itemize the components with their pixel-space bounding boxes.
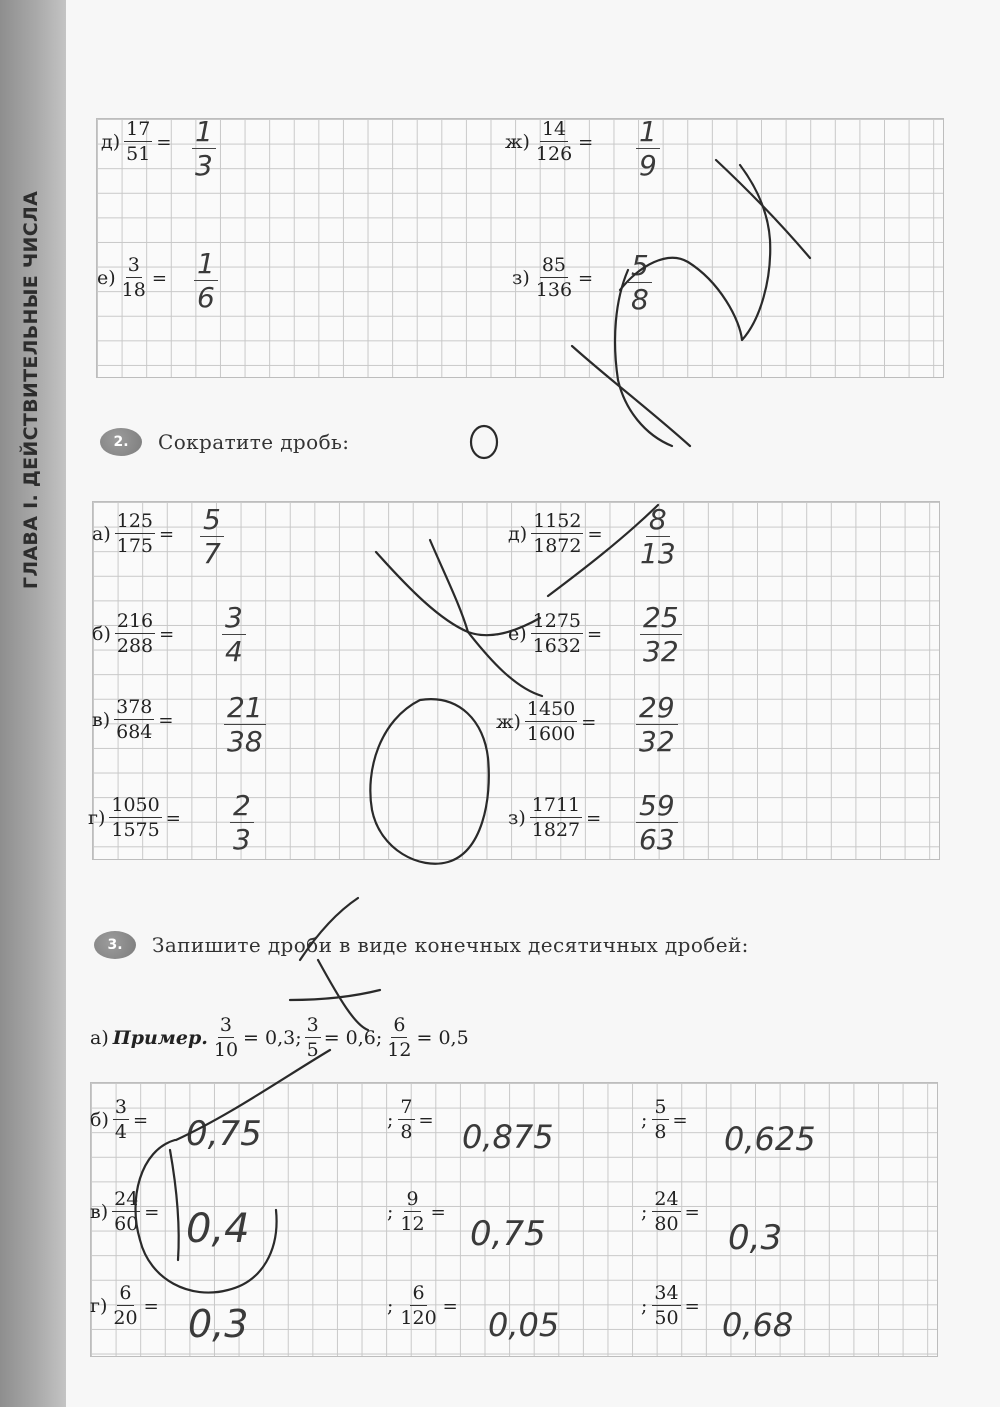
handwritten-answer: 5 8	[628, 252, 652, 314]
handwritten-answer: 0,68	[722, 1306, 794, 1344]
fraction: $\frac{24}{80}$	[654, 1188, 679, 1235]
fraction: $\frac{6}{120}$	[400, 1282, 437, 1329]
exercise-2-b: б) $\frac{216}{288}$ =	[92, 610, 175, 657]
handwritten-answer: 0,05	[488, 1306, 560, 1344]
exercise-1-d: д) $\frac{17}{51}$ =	[101, 118, 172, 165]
task-number-badge: 2.	[100, 428, 142, 456]
row-v: в) $\frac{24}{60}$ =	[90, 1188, 160, 1235]
handwritten-answer: 1 3	[192, 118, 216, 180]
handwritten-answer: 0,75	[470, 1214, 546, 1254]
handwritten-answer: 21 38	[224, 694, 266, 756]
fraction: $\frac{3}{4}$	[114, 1096, 127, 1143]
exercise-2-zh: ж) $\frac{1450}{1600}$ =	[496, 698, 597, 745]
fraction: $\frac{6}{20}$	[113, 1282, 138, 1329]
handwritten-answer: 25 32	[640, 604, 682, 666]
item-label: е)	[97, 267, 116, 289]
fraction: $\frac{3}{18}$	[121, 254, 146, 301]
fraction: $\frac{14}{126}$	[535, 118, 573, 165]
exercise-1-z: з) $\frac{85}{136}$ =	[512, 254, 594, 301]
handwritten-answer: 59 63	[636, 792, 678, 854]
fraction: $\frac{1152}{1872}$	[533, 510, 582, 557]
overlay-stroke	[290, 990, 380, 1000]
item-label: в)	[92, 709, 111, 731]
handwritten-answer: 0,3	[728, 1218, 783, 1258]
row-v-cell-2: ; $\frac{9}{12}$ =	[387, 1188, 446, 1235]
overlay-stroke	[471, 426, 497, 458]
handwritten-answer: 0,625	[724, 1120, 816, 1158]
handwritten-answer: 1 9	[636, 118, 660, 180]
fraction: $\frac{24}{60}$	[114, 1188, 139, 1235]
task-instruction: Запишите дроби в виде конечных десятичных дробей:	[152, 933, 749, 957]
row-g: г) $\frac{6}{20}$ =	[90, 1282, 159, 1329]
item-label: д)	[101, 131, 121, 153]
item-label: з)	[512, 267, 530, 289]
handwritten-answer: 3 4	[222, 604, 246, 666]
fraction: $\frac{1450}{1600}$	[526, 698, 576, 745]
handwritten-answer: 0,875	[462, 1118, 554, 1156]
row-v-cell-3: ; $\frac{24}{80}$ =	[641, 1188, 700, 1235]
item-label: а)	[92, 523, 111, 545]
item-label: г)	[88, 807, 106, 829]
item-label: ж)	[505, 131, 530, 153]
fraction: $\frac{5}{8}$	[654, 1096, 667, 1143]
fraction: $\frac{1275}{1632}$	[532, 610, 582, 657]
item-label: з)	[508, 807, 526, 829]
fraction: $\frac{216}{288}$	[116, 610, 154, 657]
chapter-title: ГЛАВА I. ДЕЙСТВИТЕЛЬНЫЕ ЧИСЛА	[20, 190, 42, 590]
fraction: $\frac{9}{12}$	[400, 1188, 425, 1235]
row-g-cell-3: ; $\frac{34}{50}$ =	[641, 1282, 700, 1329]
handwritten-answer: 1 6	[194, 250, 218, 312]
row-b: б) $\frac{3}{4}$ =	[90, 1096, 149, 1143]
task-instruction: Сократите дробь:	[158, 430, 350, 454]
exercise-2-g: г) $\frac{1050}{1575}$ =	[88, 794, 181, 841]
exercise-2-d: д) $\frac{1152}{1872}$ =	[508, 510, 603, 557]
row-b-cell-2: ; $\frac{7}{8}$ =	[387, 1096, 434, 1143]
fraction: $\frac{7}{8}$	[400, 1096, 413, 1143]
handwritten-answer: 0,3	[188, 1302, 249, 1346]
task-number-badge: 3.	[94, 931, 136, 959]
exercise-1-e: е) $\frac{3}{18}$ =	[97, 254, 167, 301]
fraction: $\frac{6}{12}$	[387, 1014, 412, 1061]
exercise-1-zh: ж) $\frac{14}{126}$ =	[505, 118, 594, 165]
fraction: $\frac{1711}{1827}$	[531, 794, 581, 841]
handwritten-answer: 5 7	[200, 506, 224, 568]
row-g-cell-2: ; $\frac{6}{120}$ =	[387, 1282, 458, 1329]
handwritten-answer: 29 32	[636, 694, 678, 756]
exercise-2-z: з) $\frac{1711}{1827}$ =	[508, 794, 602, 841]
row-b-cell-3: ; $\frac{5}{8}$ =	[641, 1096, 688, 1143]
fraction: $\frac{3}{5}$	[306, 1014, 319, 1061]
item-label: б)	[92, 623, 111, 645]
fraction: $\frac{34}{50}$	[654, 1282, 679, 1329]
fraction: $\frac{17}{51}$	[126, 118, 151, 165]
fraction: $\frac{378}{684}$	[116, 696, 153, 743]
exercise-2-a: а) $\frac{125}{175}$ =	[92, 510, 175, 557]
exercise-2-e: е) $\frac{1275}{1632}$ =	[508, 610, 603, 657]
fraction: $\frac{125}{175}$	[116, 510, 154, 557]
fraction: $\frac{85}{136}$	[535, 254, 573, 301]
item-label: ж)	[496, 711, 521, 733]
handwritten-answer: 0,75	[186, 1114, 262, 1154]
fraction: $\frac{3}{10}$	[213, 1014, 239, 1061]
handwritten-answer: 8 13	[640, 503, 676, 570]
handwritten-answer: 2 3	[230, 792, 254, 854]
example-word: Пример.	[112, 1027, 208, 1049]
example-line: а) Пример. $\frac{3}{10}$ = 0,3; $\frac{3}{5}$ = 0,6; $\frac{6}{12}$ = 0,5	[90, 1014, 469, 1061]
fraction: $\frac{1050}{1575}$	[111, 794, 160, 841]
exercise-2-v: в) $\frac{378}{684}$ =	[92, 696, 174, 743]
handwritten-answer: 0,4	[186, 1206, 250, 1252]
item-label: д)	[508, 523, 528, 545]
item-label: е)	[508, 623, 527, 645]
chapter-sidebar	[0, 0, 66, 1407]
